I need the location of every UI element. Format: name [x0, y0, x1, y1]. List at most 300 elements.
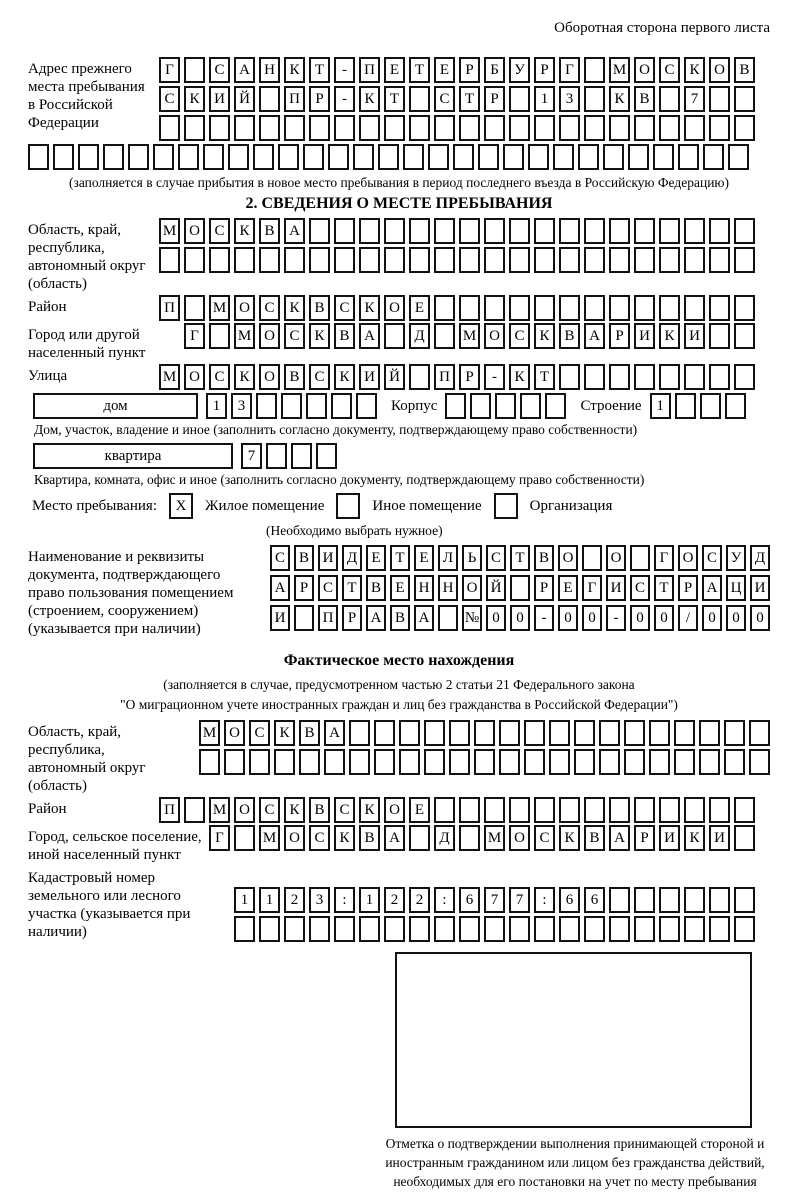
char-cell	[256, 393, 277, 419]
char-cell	[28, 144, 49, 170]
char-cell: 0	[702, 605, 722, 631]
char-cell	[724, 749, 745, 775]
char-cell: К	[274, 720, 295, 746]
char-cell	[234, 115, 255, 141]
char-cell	[470, 393, 491, 419]
cadastral-label: Кадастровый номер земельного или лесного участка (указывается при наличии)	[28, 870, 191, 941]
char-cell	[624, 749, 645, 775]
char-cell	[700, 393, 721, 419]
prev-address-cells	[155, 57, 755, 141]
char-cell: В	[259, 218, 280, 244]
char-cell: К	[534, 323, 555, 349]
char-cell	[609, 364, 630, 390]
char-cell	[675, 393, 696, 419]
char-cell	[684, 916, 705, 942]
char-cell: В	[359, 825, 380, 851]
char-cell	[584, 364, 605, 390]
char-cell	[603, 144, 624, 170]
char-cell	[184, 295, 205, 321]
char-cell	[609, 115, 630, 141]
char-cell: 6	[584, 887, 605, 913]
char-cell: 0	[558, 605, 578, 631]
district-row	[155, 295, 755, 321]
char-cell: И	[684, 323, 705, 349]
char-cell: К	[334, 364, 355, 390]
char-cell	[309, 218, 330, 244]
city-block	[28, 323, 770, 362]
char-cell	[624, 720, 645, 746]
char-cell	[178, 144, 199, 170]
char-cell: В	[559, 323, 580, 349]
char-cell	[734, 797, 755, 823]
char-cell	[684, 115, 705, 141]
actual-district-label: Район	[28, 801, 67, 818]
char-cell	[281, 393, 302, 419]
cadastral-row-1	[198, 887, 755, 913]
char-cell	[409, 825, 430, 851]
char-cell: 2	[284, 887, 305, 913]
char-cell	[659, 86, 680, 112]
street-label: Улица	[28, 368, 68, 384]
char-cell: Д	[342, 545, 362, 571]
char-cell	[684, 218, 705, 244]
char-cell: В	[534, 545, 554, 571]
char-cell: М	[159, 364, 180, 390]
char-cell	[634, 797, 655, 823]
char-cell	[474, 749, 495, 775]
char-cell	[459, 247, 480, 273]
char-cell	[309, 247, 330, 273]
char-cell	[284, 916, 305, 942]
char-cell	[584, 797, 605, 823]
char-cell: Т	[309, 57, 330, 83]
char-cell: С	[249, 720, 270, 746]
char-cell	[584, 295, 605, 321]
char-cell: У	[726, 545, 746, 571]
actual-city-label: Город, сельское поселение, иной населенный пункт	[28, 829, 202, 864]
char-cell	[674, 749, 695, 775]
char-cell	[209, 323, 230, 349]
char-cell: К	[559, 825, 580, 851]
char-cell	[709, 115, 730, 141]
char-cell	[409, 218, 430, 244]
char-cell: А	[359, 323, 380, 349]
region-label: Область, край, республика, автономный округ (область)	[28, 222, 146, 292]
char-cell	[584, 218, 605, 244]
checkbox-organization	[494, 493, 518, 519]
char-cell	[399, 749, 420, 775]
char-cell: 1	[650, 393, 671, 419]
char-cell	[484, 218, 505, 244]
char-cell	[674, 720, 695, 746]
char-cell	[609, 218, 630, 244]
char-cell	[228, 144, 249, 170]
char-cell	[709, 218, 730, 244]
char-cell	[534, 115, 555, 141]
char-cell: О	[509, 825, 530, 851]
char-cell: 2	[409, 887, 430, 913]
char-cell: С	[309, 825, 330, 851]
char-cell	[349, 749, 370, 775]
char-cell: Н	[259, 57, 280, 83]
char-cell	[659, 797, 680, 823]
char-cell: О	[284, 825, 305, 851]
char-cell	[234, 916, 255, 942]
char-cell	[353, 144, 374, 170]
char-cell: /	[678, 605, 698, 631]
char-cell	[559, 364, 580, 390]
char-cell	[445, 393, 466, 419]
char-cell	[484, 295, 505, 321]
char-cell: М	[199, 720, 220, 746]
char-cell: И	[209, 86, 230, 112]
char-cell: Е	[409, 797, 430, 823]
char-cell: С	[209, 218, 230, 244]
char-cell	[699, 720, 720, 746]
char-cell: Е	[558, 575, 578, 601]
char-cell: Т	[384, 86, 405, 112]
char-cell: А	[234, 57, 255, 83]
house-number-cells	[206, 393, 377, 419]
char-cell: Й	[384, 364, 405, 390]
char-cell: К	[359, 86, 380, 112]
char-cell: С	[318, 575, 338, 601]
char-cell: К	[609, 86, 630, 112]
char-cell: О	[234, 797, 255, 823]
char-cell	[53, 144, 74, 170]
section2-title: 2. СВЕДЕНИЯ О МЕСТЕ ПРЕБЫВАНИЯ	[245, 195, 553, 212]
char-cell: Р	[678, 575, 698, 601]
char-cell	[749, 720, 770, 746]
stay-type-label: Место пребывания:	[32, 497, 157, 514]
char-cell: О	[184, 364, 205, 390]
char-cell: Д	[409, 323, 430, 349]
char-cell	[266, 443, 287, 469]
char-cell	[434, 797, 455, 823]
char-cell	[331, 393, 352, 419]
char-cell: К	[684, 57, 705, 83]
char-cell	[484, 916, 505, 942]
char-cell	[409, 364, 430, 390]
char-cell	[409, 916, 430, 942]
char-cell: Й	[234, 86, 255, 112]
char-cell: Т	[409, 57, 430, 83]
char-cell: М	[209, 797, 230, 823]
document-row-2	[270, 575, 770, 601]
char-cell: Р	[634, 825, 655, 851]
char-cell: В	[366, 575, 386, 601]
apartment-line	[28, 443, 770, 469]
char-cell: 0	[630, 605, 650, 631]
char-cell	[584, 247, 605, 273]
char-cell	[524, 720, 545, 746]
char-cell	[503, 144, 524, 170]
char-cell: М	[484, 825, 505, 851]
char-cell	[306, 393, 327, 419]
char-cell: -	[334, 86, 355, 112]
char-cell: Н	[438, 575, 458, 601]
actual-region-label: Область, край, республика, автономный округ (область)	[28, 724, 146, 795]
char-cell	[725, 393, 746, 419]
char-cell: -	[484, 364, 505, 390]
char-cell: Р	[294, 575, 314, 601]
stay-type-note: (Необходимо выбрать нужное)	[266, 523, 443, 538]
actual-location-note-1: (заполняется в случае, предусмотренном частью 2 статьи 21 Федерального закона	[163, 677, 635, 692]
document-row-3	[270, 605, 770, 631]
char-cell: Е	[409, 295, 430, 321]
char-cell	[649, 720, 670, 746]
apartment-cells	[241, 443, 337, 469]
house-box-label: дом	[33, 393, 198, 419]
char-cell	[584, 86, 605, 112]
char-cell: С	[486, 545, 506, 571]
char-cell: К	[234, 218, 255, 244]
char-cell	[599, 749, 620, 775]
char-cell	[359, 218, 380, 244]
char-cell	[128, 144, 149, 170]
char-cell	[334, 916, 355, 942]
char-cell: 7	[484, 887, 505, 913]
char-cell	[424, 749, 445, 775]
char-cell: И	[359, 364, 380, 390]
char-cell: Р	[484, 86, 505, 112]
char-cell	[559, 218, 580, 244]
actual-location-title: Фактическое место нахождения	[283, 652, 515, 669]
char-cell	[509, 218, 530, 244]
char-cell: 3	[559, 86, 580, 112]
char-cell	[728, 144, 749, 170]
confirmation-stamp-box	[395, 952, 752, 1128]
char-cell: 0	[726, 605, 746, 631]
char-cell: Р	[609, 323, 630, 349]
char-cell	[749, 749, 770, 775]
char-cell: К	[284, 295, 305, 321]
char-cell: С	[334, 295, 355, 321]
char-cell: О	[709, 57, 730, 83]
char-cell: К	[359, 295, 380, 321]
char-cell	[649, 749, 670, 775]
char-cell: Н	[414, 575, 434, 601]
char-cell	[634, 916, 655, 942]
char-cell: В	[634, 86, 655, 112]
char-cell	[349, 720, 370, 746]
char-cell	[659, 887, 680, 913]
option-organization-label: Организация	[529, 497, 613, 514]
char-cell	[159, 247, 180, 273]
char-cell: 1	[234, 887, 255, 913]
char-cell	[328, 144, 349, 170]
char-cell	[459, 916, 480, 942]
char-cell: А	[324, 720, 345, 746]
char-cell: В	[584, 825, 605, 851]
char-cell: О	[184, 218, 205, 244]
korpus-cells	[445, 393, 566, 419]
char-cell: К	[284, 797, 305, 823]
char-cell	[153, 144, 174, 170]
char-cell: С	[630, 575, 650, 601]
char-cell	[684, 364, 705, 390]
char-cell	[359, 247, 380, 273]
char-cell: Т	[390, 545, 410, 571]
char-cell	[384, 218, 405, 244]
char-cell: 0	[654, 605, 674, 631]
char-cell	[449, 749, 470, 775]
char-cell	[103, 144, 124, 170]
char-cell	[209, 247, 230, 273]
actual-district-block	[28, 797, 770, 823]
char-cell: С	[209, 364, 230, 390]
char-cell	[499, 720, 520, 746]
char-cell	[634, 364, 655, 390]
char-cell	[324, 749, 345, 775]
char-cell: С	[509, 323, 530, 349]
confirmation-stamp-caption: Отметка о подтверждении выполнения принимающей стороной и иностранным гражданином или лицом без гражданства действий, необходимых для его постановки на учет по месту пребывания	[385, 1136, 765, 1189]
char-cell	[453, 144, 474, 170]
char-cell	[609, 295, 630, 321]
char-cell	[634, 247, 655, 273]
char-cell	[278, 144, 299, 170]
prev-address-row-4	[28, 144, 770, 170]
actual-location-note-2: "О миграционном учете иностранных граждан и лиц без гражданства в Российской Федерации")	[120, 696, 678, 712]
char-cell	[584, 57, 605, 83]
actual-district-row	[155, 797, 755, 823]
prev-address-row-2	[155, 86, 755, 112]
char-cell: №	[462, 605, 482, 631]
char-cell	[734, 247, 755, 273]
char-cell: О	[678, 545, 698, 571]
char-cell: К	[234, 364, 255, 390]
char-cell: В	[309, 797, 330, 823]
char-cell	[334, 115, 355, 141]
char-cell	[684, 887, 705, 913]
char-cell: К	[284, 57, 305, 83]
char-cell: В	[734, 57, 755, 83]
char-cell	[449, 720, 470, 746]
char-cell	[630, 545, 650, 571]
char-cell	[459, 218, 480, 244]
char-cell	[434, 295, 455, 321]
char-cell	[545, 393, 566, 419]
char-cell	[734, 218, 755, 244]
char-cell	[259, 86, 280, 112]
char-cell: М	[459, 323, 480, 349]
char-cell	[184, 797, 205, 823]
char-cell	[203, 144, 224, 170]
char-cell	[584, 916, 605, 942]
char-cell: И	[634, 323, 655, 349]
char-cell: У	[509, 57, 530, 83]
char-cell	[409, 115, 430, 141]
cadastral-block	[28, 866, 770, 942]
char-cell	[284, 115, 305, 141]
char-cell: Е	[366, 545, 386, 571]
city-label: Город или другой населенный пункт	[28, 327, 146, 361]
char-cell	[434, 218, 455, 244]
char-cell	[524, 749, 545, 775]
char-cell: Е	[384, 57, 405, 83]
char-cell	[634, 295, 655, 321]
option-residential-label: Жилое помещение	[205, 497, 325, 514]
char-cell: И	[659, 825, 680, 851]
char-cell	[709, 887, 730, 913]
char-cell: 2	[384, 887, 405, 913]
region-row-2	[155, 247, 755, 273]
char-cell	[659, 916, 680, 942]
actual-region-row-2	[180, 749, 770, 775]
char-cell: О	[234, 295, 255, 321]
char-cell	[559, 916, 580, 942]
char-cell: В	[309, 295, 330, 321]
char-cell	[534, 295, 555, 321]
char-cell: Т	[459, 86, 480, 112]
char-cell	[709, 295, 730, 321]
korpus-label: Корпус	[391, 397, 438, 414]
char-cell: И	[606, 575, 626, 601]
char-cell: 3	[309, 887, 330, 913]
char-cell: И	[750, 575, 770, 601]
char-cell: К	[309, 323, 330, 349]
char-cell	[384, 323, 405, 349]
char-cell	[609, 887, 630, 913]
char-cell: -	[534, 605, 554, 631]
char-cell	[434, 115, 455, 141]
char-cell: О	[259, 323, 280, 349]
char-cell: В	[284, 364, 305, 390]
char-cell	[495, 393, 516, 419]
char-cell	[734, 364, 755, 390]
char-cell: Р	[309, 86, 330, 112]
street-row	[155, 364, 755, 390]
stroenie-label: Строение	[580, 397, 642, 414]
char-cell	[709, 323, 730, 349]
char-cell: Р	[459, 57, 480, 83]
char-cell: 1	[359, 887, 380, 913]
char-cell	[534, 916, 555, 942]
page-side-note: Оборотная сторона первого листа	[554, 20, 770, 36]
char-cell: С	[270, 545, 290, 571]
char-cell: С	[259, 295, 280, 321]
char-cell	[334, 247, 355, 273]
char-cell	[528, 144, 549, 170]
char-cell	[582, 545, 602, 571]
char-cell: С	[309, 364, 330, 390]
char-cell	[734, 916, 755, 942]
char-cell: Г	[559, 57, 580, 83]
char-cell	[299, 749, 320, 775]
char-cell	[534, 218, 555, 244]
char-cell: Г	[159, 57, 180, 83]
char-cell	[253, 144, 274, 170]
char-cell	[653, 144, 674, 170]
char-cell	[159, 115, 180, 141]
char-cell: 1	[206, 393, 227, 419]
char-cell	[374, 749, 395, 775]
char-cell: О	[259, 364, 280, 390]
char-cell	[424, 720, 445, 746]
char-cell: -	[606, 605, 626, 631]
char-cell: 3	[231, 393, 252, 419]
char-cell: К	[659, 323, 680, 349]
char-cell	[209, 115, 230, 141]
char-cell	[709, 797, 730, 823]
prev-address-note: (заполняется в случае прибытия в новое место пребывания в период последнего въезда в Российскую Федерацию)	[68, 175, 730, 190]
char-cell	[284, 247, 305, 273]
char-cell	[438, 605, 458, 631]
char-cell: М	[259, 825, 280, 851]
char-cell	[559, 115, 580, 141]
stroenie-cells	[650, 393, 746, 419]
char-cell	[534, 247, 555, 273]
